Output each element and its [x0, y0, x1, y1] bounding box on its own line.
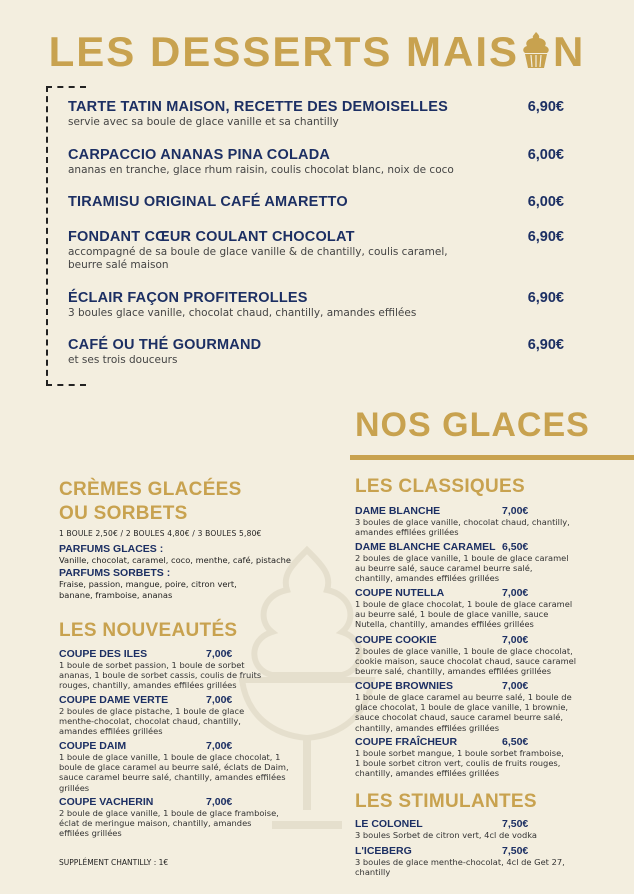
page-title: LES DESSERTS MAIS N — [48, 28, 586, 75]
item-name: COUPE VACHERIN — [59, 796, 154, 808]
item-price: 7,00€ — [502, 634, 529, 646]
item-desc: 1 boule de glace vanille, 1 boule de glace chocolat, 1 boule de glace caramel au beurre salé, éclats de Daim, sauce caramel beurre salé, chantilly, amandes effilées grillées — [59, 752, 289, 793]
dessert-item — [68, 337, 564, 367]
item-price: 7,50€ — [502, 818, 529, 830]
item-desc: 3 boules Sorbet de citron vert, 4cl de vodka — [355, 830, 537, 840]
dessert-desc: servie avec sa boule de glace vanille et sa chantilly — [68, 116, 339, 128]
dessert-name: CAFÉ OU THÉ GOURMAND — [68, 337, 262, 353]
item-desc: 1 boule sorbet mangue, 1 boule sorbet framboise, 1 boule sorbet citron vert, coulis de fruits rouges, chantilly, amandes effilées grillées — [355, 748, 564, 779]
item-desc: 2 boules de glace pistache, 1 boule de glace menthe-chocolat, chocolat chaud, chantilly, amandes effilées grillées — [59, 706, 245, 737]
stimulante-item — [355, 845, 583, 877]
parfums-block — [59, 543, 299, 600]
dessert-price: 6,90€ — [527, 290, 564, 306]
parfums-sorbets-label: PARFUMS SORBETS : — [59, 567, 171, 580]
classique-item — [355, 680, 583, 733]
dessert-desc: et ses trois douceurs — [68, 354, 178, 366]
dessert-name: ÉCLAIR FAÇON PROFITEROLLES — [68, 290, 308, 306]
dessert-desc: accompagné de sa boule de glace vanille & de chantilly, coulis caramel, beurre salé maison — [68, 246, 448, 271]
item-name: COUPE BROWNIES — [355, 680, 454, 692]
parfums-glaces-list: Vanille, chocolat, caramel, coco, menthe, café, pistache — [59, 555, 292, 565]
item-price: 7,00€ — [206, 740, 233, 752]
classique-item — [355, 587, 583, 630]
item-desc: 1 boule de glace chocolat, 1 boule de glace caramel au beurre salé, 1 boule de glace vanille, sauce Nutella, chantilly, amandes effilées grillées — [355, 599, 573, 630]
nouveautes-title: LES NOUVEAUTÉS — [59, 620, 238, 641]
dessert-price: 6,90€ — [527, 229, 564, 245]
dessert-price: 6,00€ — [527, 147, 564, 163]
cremes-title-line2: OU SORBETS — [59, 503, 188, 524]
item-price: 7,00€ — [206, 796, 233, 808]
classique-item — [355, 505, 583, 537]
item-name: DAME BLANCHE CARAMEL — [355, 541, 496, 553]
stimulantes-title: LES STIMULANTES — [355, 791, 537, 812]
item-desc: 2 boules de glace vanille, 1 boule de glace chocolat, cookie maison, sauce chocolat chaud, sauce caramel beurre salé, chantilly, amandes effilées grillées — [355, 646, 577, 677]
item-name: COUPE DES ILES — [59, 648, 148, 660]
classique-item — [355, 541, 583, 584]
dessert-name: CARPACCIO ANANAS PINA COLADA — [68, 147, 331, 163]
item-desc: 1 boule de glace caramel au beurre salé, 1 boule de glace chocolat, 1 boule de glace vanille, 1 brownie, sauce chocolat chaud, sauce caramel beurre salé, chantilly, amandes effilées grillées — [355, 692, 572, 733]
item-name: COUPE DAME VERTE — [59, 694, 169, 706]
item-desc: 3 boules de glace menthe-chocolat, 4cl de Get 27, chantilly — [355, 857, 565, 878]
item-desc: 2 boules de glace vanille, 1 boule de glace caramel au beurre salé, sauce caramel beurre salé, chantilly, amandes effilées grillées — [355, 553, 569, 584]
classiques-title: LES CLASSIQUES — [355, 476, 525, 497]
item-price: 7,00€ — [502, 680, 529, 692]
parfums-glaces-label: PARFUMS GLACES : — [59, 543, 164, 555]
nouveaute-item — [59, 694, 287, 737]
cremes-prices: 1 BOULE 2,50€ / 2 BOULES 4,80€ / 3 BOULES 5,80€ — [59, 529, 262, 538]
item-name: COUPE FRAÎCHEUR — [355, 736, 458, 748]
parfums-sorbets-list: Fraise, passion, mangue, poire, citron vert, banane, framboise, ananas — [59, 579, 237, 600]
cremes-title — [59, 478, 242, 526]
item-desc: 3 boules de glace vanille, chocolat chaud, chantilly, amandes effilées grillées — [355, 517, 570, 538]
item-desc: 1 boule de sorbet passion, 1 boule de sorbet ananas, 1 boule de sorbet cassis, coulis de fruits rouges, chantilly, amandes effilées grillées — [59, 660, 262, 691]
item-price: 7,00€ — [502, 587, 529, 599]
item-price: 6,50€ — [502, 541, 529, 553]
dessert-item — [68, 290, 564, 320]
item-price: 7,00€ — [206, 694, 233, 706]
item-name: COUPE COOKIE — [355, 634, 437, 646]
dessert-item — [68, 147, 564, 177]
glaces-divider — [350, 455, 634, 460]
item-price: 7,00€ — [206, 648, 233, 660]
dessert-item — [68, 99, 564, 129]
dessert-desc: 3 boules glace vanille, chocolat chaud, chantilly, amandes effilées — [68, 307, 417, 319]
dessert-price: 6,90€ — [527, 99, 564, 115]
nouveaute-item — [59, 648, 287, 691]
classique-item — [355, 634, 583, 677]
dessert-name: TIRAMISU ORIGINAL CAFÉ AMARETTO — [68, 194, 348, 210]
dessert-price: 6,00€ — [527, 194, 564, 210]
supplement-note: SUPPLÉMENT CHANTILLY : 1€ — [59, 858, 169, 867]
item-name: COUPE NUTELLA — [355, 587, 445, 599]
item-price: 7,50€ — [502, 845, 529, 857]
dessert-name: FONDANT CŒUR COULANT CHOCOLAT — [68, 229, 355, 245]
item-desc: 2 boule de glace vanille, 1 boule de glace framboise, éclat de meringue maison, chantilly, amandes effilées grillées — [59, 808, 279, 839]
item-name: COUPE DAIM — [59, 740, 127, 752]
glaces-title: NOS GLACES — [355, 406, 590, 444]
dessert-item — [68, 229, 564, 272]
dessert-desc: ananas en tranche, glace rhum raisin, coulis chocolat blanc, noix de coco — [68, 164, 454, 176]
item-name: LE COLONEL — [355, 818, 423, 830]
stimulante-item — [355, 818, 583, 840]
classique-item — [355, 736, 583, 779]
cremes-title-line1: CRÈMES GLACÉES — [59, 479, 242, 500]
item-name: DAME BLANCHE — [355, 505, 441, 517]
cupcake-icon — [519, 30, 553, 70]
dessert-item — [68, 194, 564, 210]
item-price: 7,00€ — [502, 505, 529, 517]
item-name: L'ICEBERG — [355, 845, 412, 857]
nouveaute-item — [59, 740, 287, 793]
nouveaute-item — [59, 796, 287, 839]
dessert-name: TARTE TATIN MAISON, RECETTE DES DEMOISELLES — [68, 99, 448, 115]
item-price: 6,50€ — [502, 736, 529, 748]
dessert-price: 6,90€ — [527, 337, 564, 353]
